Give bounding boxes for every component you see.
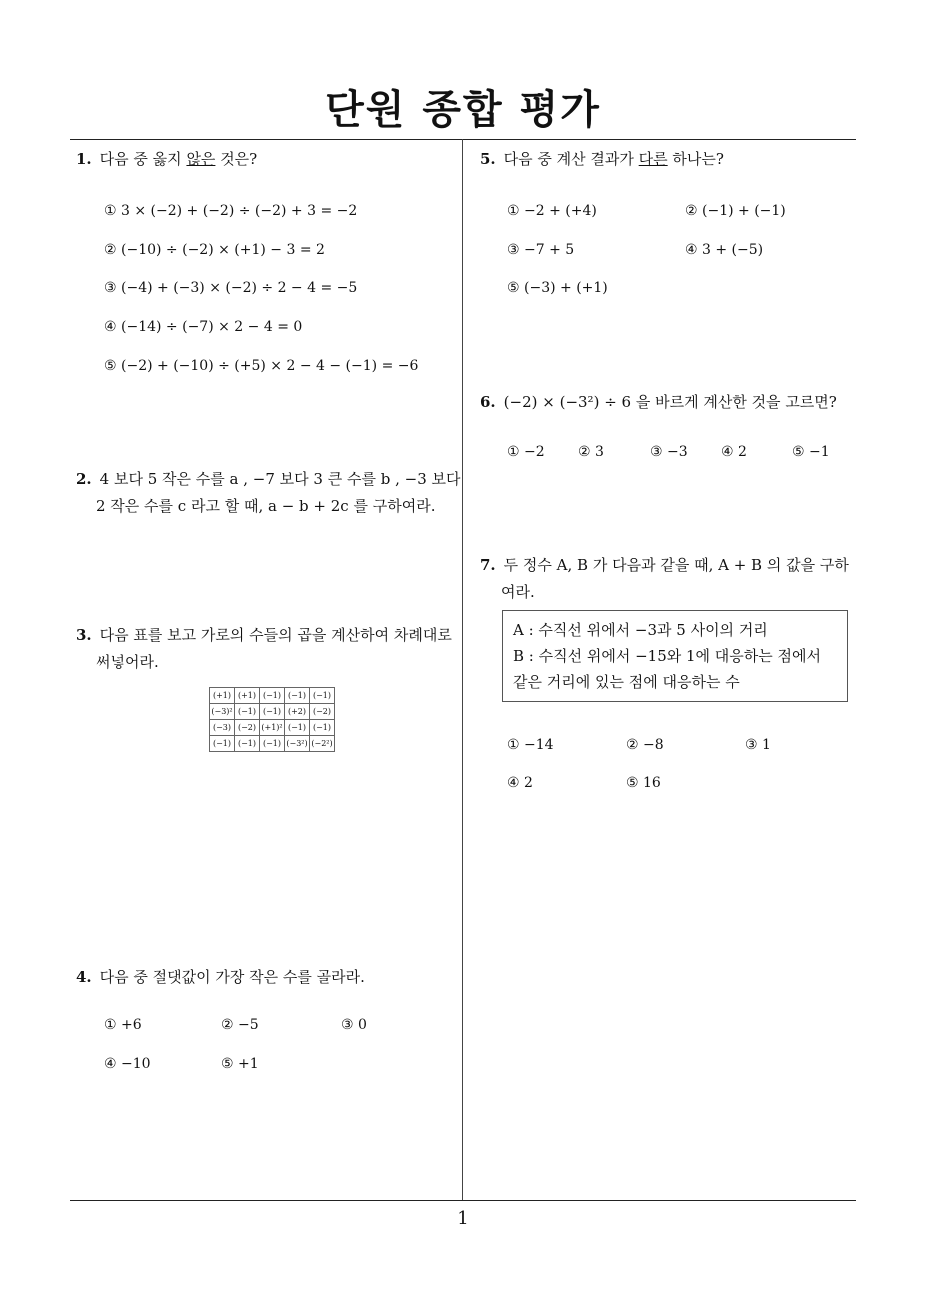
q7-option-5[interactable]: ⑤ 16 (626, 775, 661, 791)
table-row (210, 736, 335, 752)
question-4 (76, 964, 365, 991)
question-6 (480, 389, 837, 416)
question-number: 5. (480, 150, 496, 168)
q4-option-2[interactable]: ② −5 (221, 1017, 259, 1033)
q7-option-3[interactable]: ③ 1 (745, 737, 771, 753)
table-cell: (−1) (260, 688, 285, 704)
question-2 (76, 466, 461, 520)
question-text: (−2) × (−3²) ÷ 6 을 바르게 계산한 것을 고르면? (503, 393, 837, 411)
condition-b-cont: 같은 거리에 있는 점에 대응하는 수 (513, 673, 740, 691)
question-number: 2. (76, 470, 92, 488)
question-number: 3. (76, 626, 92, 644)
question-text: 다음 중 절댓값이 가장 작은 수를 골라라. (99, 968, 365, 986)
condition-a: A : 수직선 위에서 −3과 5 사이의 거리 (513, 621, 768, 639)
q7-option-4[interactable]: ④ 2 (507, 775, 533, 791)
q6-option-1[interactable]: ① −2 (507, 444, 545, 460)
table-cell: (−1) (310, 688, 335, 704)
question-number: 6. (480, 393, 496, 411)
table-cell: (−3)² (210, 704, 235, 720)
question-text: 2 작은 수를 c 라고 할 때, a − b + 2c 를 구하여라. (96, 497, 436, 515)
condition-box (502, 610, 848, 702)
q1-option-5[interactable]: ⑤ (−2) + (−10) ÷ (+5) × 2 − 4 − (−1) = −6 (104, 358, 419, 374)
q1-option-1[interactable]: ① 3 × (−2) + (−2) ÷ (−2) + 3 = −2 (104, 203, 358, 219)
q5-option-5[interactable]: ⑤ (−3) + (+1) (507, 280, 608, 296)
q5-option-3[interactable]: ③ −7 + 5 (507, 242, 575, 258)
condition-b: B : 수직선 위에서 −15와 1에 대응하는 점에서 (513, 647, 822, 665)
question-7 (480, 552, 860, 606)
question-text: 두 정수 A, B 가 다음과 같을 때, A + B 의 값을 구하 (503, 556, 849, 574)
table-cell: (−1) (310, 720, 335, 736)
table-cell: (−3²) (285, 736, 310, 752)
column-divider (462, 139, 463, 1201)
q4-option-1[interactable]: ① +6 (104, 1017, 142, 1033)
question-text: 다음 중 계산 결과가 (503, 150, 639, 168)
table-cell: (+1) (210, 688, 235, 704)
q6-option-4[interactable]: ④ 2 (721, 444, 747, 460)
q5-option-2[interactable]: ② (−1) + (−1) (685, 203, 786, 219)
table-cell: (+2) (285, 704, 310, 720)
question-text: 써넣어라. (96, 653, 159, 671)
table-cell: (−3) (210, 720, 235, 736)
question-5 (480, 146, 724, 173)
q5-option-1[interactable]: ① −2 + (+4) (507, 203, 597, 219)
table-cell: (−1) (285, 720, 310, 736)
question-1 (76, 146, 257, 173)
table-row (210, 720, 335, 736)
table-cell: (−1) (260, 704, 285, 720)
question-number: 7. (480, 556, 496, 574)
bottom-rule (70, 1200, 856, 1201)
table-cell: (−1) (235, 736, 260, 752)
q5-option-4[interactable]: ④ 3 + (−5) (685, 242, 764, 258)
table-cell: (−2) (235, 720, 260, 736)
question-text: 것은? (215, 150, 258, 168)
question-text: 다음 중 옳지 (99, 150, 187, 168)
q7-option-2[interactable]: ② −8 (626, 737, 664, 753)
question-text: 여라. (501, 583, 535, 601)
number-table (209, 687, 335, 752)
q4-option-5[interactable]: ⑤ +1 (221, 1056, 259, 1072)
table-row (210, 704, 335, 720)
page-number: 1 (457, 1208, 469, 1229)
question-3 (76, 622, 461, 676)
table-cell: (+1)² (260, 720, 285, 736)
table-cell: (+1) (235, 688, 260, 704)
q1-option-2[interactable]: ② (−10) ÷ (−2) × (+1) − 3 = 2 (104, 242, 325, 258)
question-number: 1. (76, 150, 92, 168)
table-cell: (−2²) (310, 736, 335, 752)
q6-option-2[interactable]: ② 3 (578, 444, 604, 460)
q7-option-1[interactable]: ① −14 (507, 737, 554, 753)
table-cell: (−2) (310, 704, 335, 720)
question-text: 4 보다 5 작은 수를 a , −7 보다 3 큰 수를 b , −3 보다 (99, 470, 461, 488)
q6-option-5[interactable]: ⑤ −1 (792, 444, 830, 460)
question-text: 다음 표를 보고 가로의 수들의 곱을 계산하여 차례대로 (99, 626, 452, 644)
question-number: 4. (76, 968, 92, 986)
table-cell: (−1) (210, 736, 235, 752)
q1-option-4[interactable]: ④ (−14) ÷ (−7) × 2 − 4 = 0 (104, 319, 303, 335)
q1-option-3[interactable]: ③ (−4) + (−3) × (−2) ÷ 2 − 4 = −5 (104, 280, 358, 296)
underlined-keyword: 다른 (638, 150, 668, 168)
page-title: 단원 종합 평가 (325, 87, 601, 133)
q4-option-4[interactable]: ④ −10 (104, 1056, 151, 1072)
top-rule (70, 139, 856, 140)
table-cell: (−1) (260, 736, 285, 752)
underlined-keyword: 않은 (186, 150, 216, 168)
table-cell: (−1) (235, 704, 260, 720)
question-text: 하나는? (667, 150, 724, 168)
table-cell: (−1) (285, 688, 310, 704)
table-row (210, 688, 335, 704)
q4-option-3[interactable]: ③ 0 (341, 1017, 367, 1033)
q6-option-3[interactable]: ③ −3 (650, 444, 688, 460)
